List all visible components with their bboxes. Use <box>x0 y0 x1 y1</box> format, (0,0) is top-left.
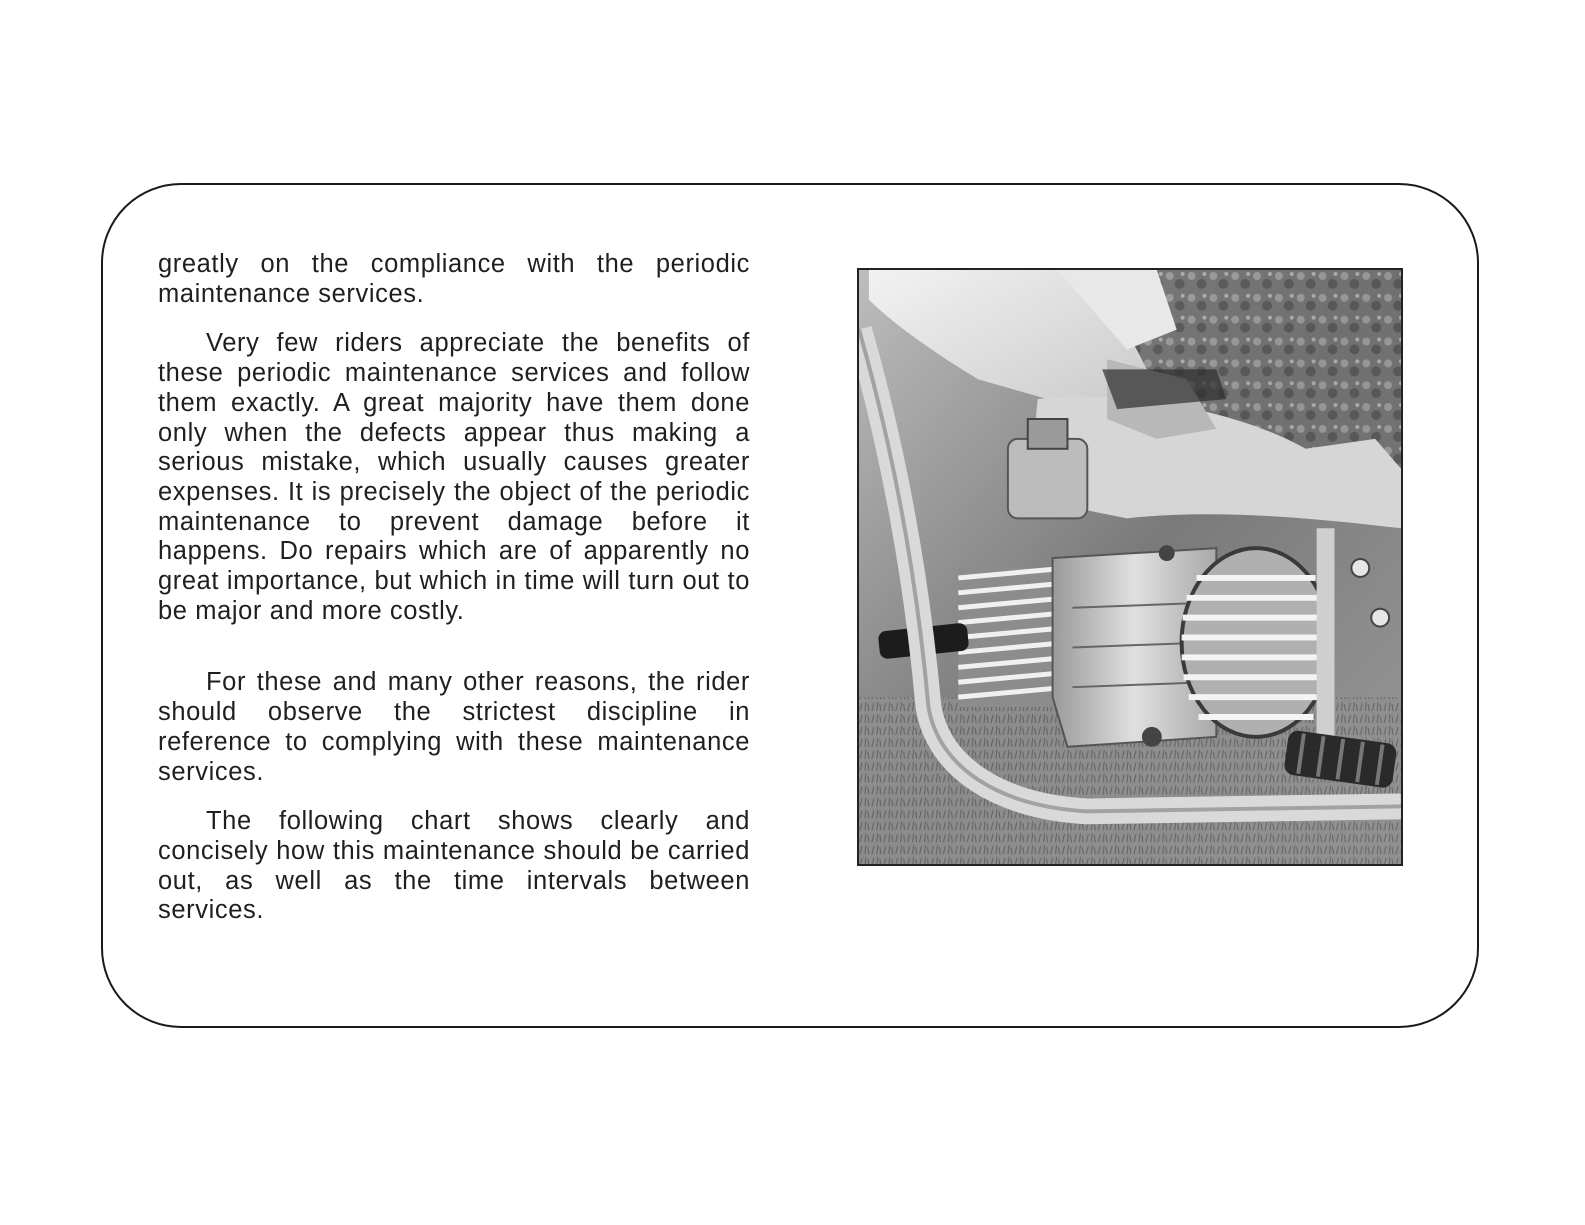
paragraph-4: The following chart shows clearly and concisely how this maintenance should be carried out, as well as the time intervals between services. <box>158 807 750 925</box>
paragraph-1: greatly on the compliance with the periodic maintenance services. <box>158 250 750 308</box>
engine-photo-illustration <box>859 270 1401 864</box>
motorcycle-engine-photo <box>857 268 1403 866</box>
paragraph-2: Very few riders appreciate the benefits of these periodic maintenance services and follow them exactly. A great majority have them done only when the defects appear thus making a serious mistake, which usually causes greater expenses. It is precisely the object of the periodic maintenance to prevent damage before it happens. Do repairs which are of apparently no great importance, but which in time will turn out to be major and more costly. <box>158 329 750 625</box>
paragraph-3: For these and many other reasons, the rider should observe the strictest discipline in reference to complying with these maintenance services. <box>158 668 750 786</box>
cylinder-fins <box>958 568 1067 707</box>
body-text <box>158 250 750 926</box>
fan-grille <box>1182 548 1331 737</box>
